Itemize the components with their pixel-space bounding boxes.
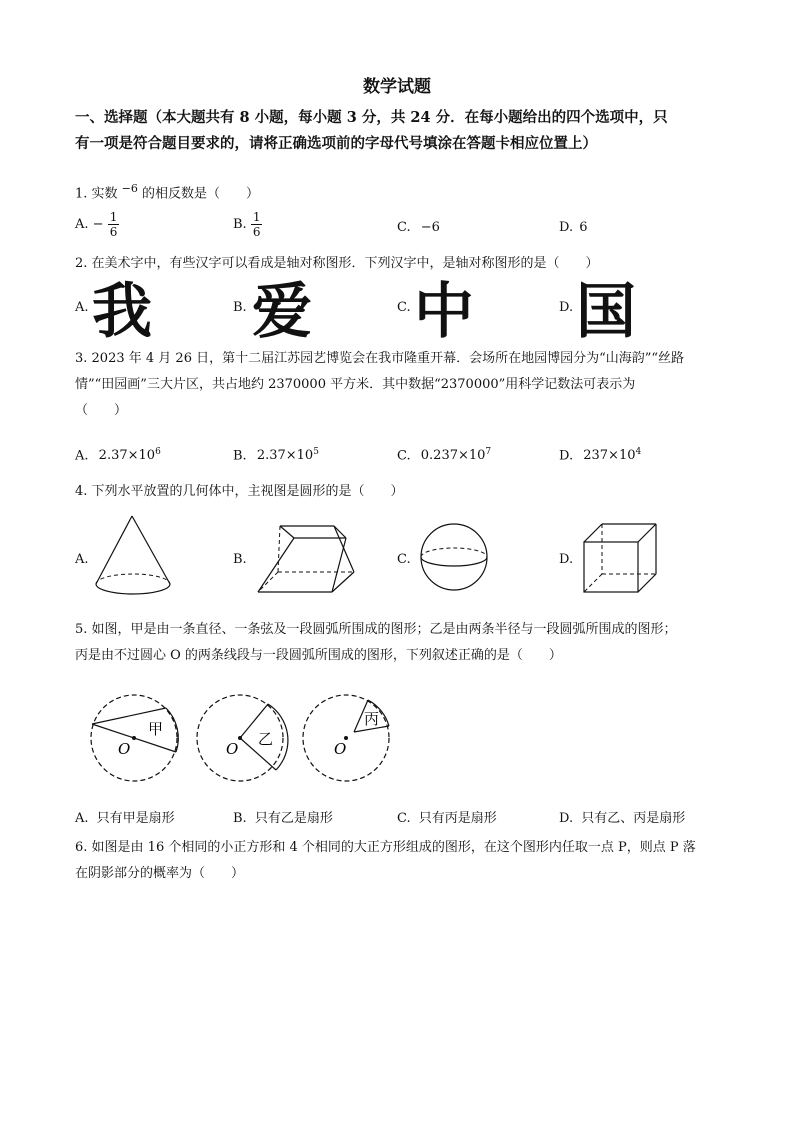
question-3: [75, 346, 725, 424]
q3-line3: （ ）: [75, 403, 128, 418]
q1-option-c[interactable]: [397, 220, 440, 235]
q4-option-d-label[interactable]: D.: [559, 552, 574, 567]
option-label: D.: [559, 448, 574, 464]
question-5: [75, 617, 725, 669]
q1-number: −6: [121, 182, 138, 195]
region-label: 甲: [148, 720, 164, 738]
q2-option-c-char: 中: [414, 277, 474, 347]
option-text: 6: [579, 220, 588, 235]
option-label: B.: [233, 811, 247, 826]
option-coef: 2.37×10: [256, 448, 314, 464]
cube-icon: [580, 520, 660, 596]
numerator: 1: [252, 210, 261, 224]
q4-option-b-label[interactable]: B.: [233, 552, 247, 567]
sphere-icon: [418, 520, 492, 594]
section-heading-line1: 一、选择题（本大题共有 8 小题，每小题 3 分，共 24 分．在每小题给出的四个选项中，只: [75, 109, 668, 126]
q1-option-a[interactable]: [75, 210, 119, 239]
minus-sign: −: [92, 217, 104, 232]
q5-option-d[interactable]: [559, 807, 685, 826]
option-label: D.: [559, 220, 574, 235]
q1-option-d[interactable]: [559, 220, 588, 235]
q6-line1: 6. 如图是由 16 个相同的小正方形和 4 个相同的大正方形组成的图形，在这个图形内任取一点 P，则点 P 落: [75, 840, 696, 855]
center-label: O: [118, 740, 131, 758]
option-label: B.: [233, 448, 247, 464]
section-heading-line2: 有一项是符合题目要求的，请将正确选项前的字母代号填涂在答题卡相应位置上）: [75, 135, 597, 152]
page-title: 数学试题: [363, 77, 431, 97]
option-exp: 5: [313, 447, 319, 457]
circle-figure-yi: [192, 684, 292, 794]
center-label: O: [226, 740, 239, 758]
option-label: A.: [75, 811, 89, 826]
q3-option-c[interactable]: [397, 447, 491, 463]
q5-line2: 丙是由不过圆心 O 的两条线段与一段圆弧所围成的图形，下列叙述正确的是（ ）: [75, 648, 562, 663]
q5-option-a[interactable]: [75, 807, 175, 826]
option-text: 只有乙、丙是扇形: [581, 811, 686, 826]
question-2: 2. 在美术字中，有些汉字可以看成是轴对称图形．下列汉字中，是轴对称图形的是（ ）: [75, 256, 599, 271]
q2-option-d-char: 国: [576, 277, 636, 347]
option-coef: 237×10: [583, 448, 636, 464]
option-text: −6: [420, 220, 440, 235]
q2-option-c-label[interactable]: C.: [397, 300, 411, 315]
option-coef: 2.37×10: [98, 448, 156, 464]
question-6: [75, 835, 725, 887]
q1-option-b[interactable]: [233, 210, 262, 239]
q1-prefix: 1. 实数: [75, 186, 122, 202]
region-label: 乙: [258, 730, 274, 748]
section-heading: [75, 105, 725, 157]
option-text: 只有乙是扇形: [254, 811, 333, 826]
denominator: 6: [252, 225, 261, 239]
option-text: 只有丙是扇形: [418, 811, 497, 826]
option-exp: 4: [635, 447, 642, 457]
q3-line1: 3. 2023 年 4 月 26 日，第十二届江苏园艺博览会在我市隆重开幕．会场所在地园博园分为“山海韵”“丝路: [75, 351, 685, 366]
fraction: [251, 210, 263, 239]
option-coef: 0.237×10: [420, 448, 486, 464]
q5-option-b[interactable]: [233, 807, 333, 826]
denominator: 6: [109, 225, 118, 239]
cone-icon: [90, 512, 180, 598]
q3-option-d[interactable]: [559, 447, 641, 463]
option-label: B.: [233, 217, 247, 232]
option-label: A.: [75, 448, 89, 464]
option-exp: 7: [485, 447, 492, 457]
center-label: O: [334, 740, 347, 758]
circle-figure-bing: [298, 684, 398, 794]
question-4: 4. 下列水平放置的几何体中，主视图是圆形的是（ ）: [75, 484, 404, 499]
q2-option-a-char: 我: [92, 277, 152, 347]
option-label: C.: [397, 448, 411, 464]
q1-suffix: 的相反数是（ ）: [137, 186, 260, 202]
circle-figure-jia: [84, 684, 184, 794]
q3-option-a[interactable]: [75, 447, 161, 463]
q2-option-a-label[interactable]: A.: [75, 300, 89, 315]
frustum-icon: [254, 520, 364, 598]
numerator: 1: [109, 210, 118, 224]
q5-line1: 5. 如图，甲是由一条直径、一条弦及一段圆弧所围成的图形；乙是由两条半径与一段圆弧所围成的图形；: [75, 622, 677, 637]
q2-option-d-label[interactable]: D.: [559, 300, 574, 315]
q2-option-b-label[interactable]: B.: [233, 300, 247, 315]
q6-line2: 在阴影部分的概率为（ ）: [75, 866, 245, 881]
region-label: 丙: [364, 710, 380, 728]
option-exp: 6: [155, 447, 161, 457]
option-label: C.: [397, 220, 411, 235]
fraction: [108, 210, 120, 239]
q3-line2: 情”“田园画”三大片区，共占地约 2370000 平方米．其中数据“2370000”用科学记数法可表示为: [75, 377, 636, 392]
q5-option-c[interactable]: [397, 807, 497, 826]
q3-option-b[interactable]: [233, 447, 319, 463]
question-1: [75, 176, 725, 207]
q4-option-a-label[interactable]: A.: [75, 552, 89, 567]
option-label: A.: [75, 217, 89, 232]
option-label: D.: [559, 811, 574, 826]
q4-option-c-label[interactable]: C.: [397, 552, 411, 567]
q2-option-b-char: 爱: [252, 277, 312, 347]
option-text: 只有甲是扇形: [96, 811, 175, 826]
option-label: C.: [397, 811, 411, 826]
